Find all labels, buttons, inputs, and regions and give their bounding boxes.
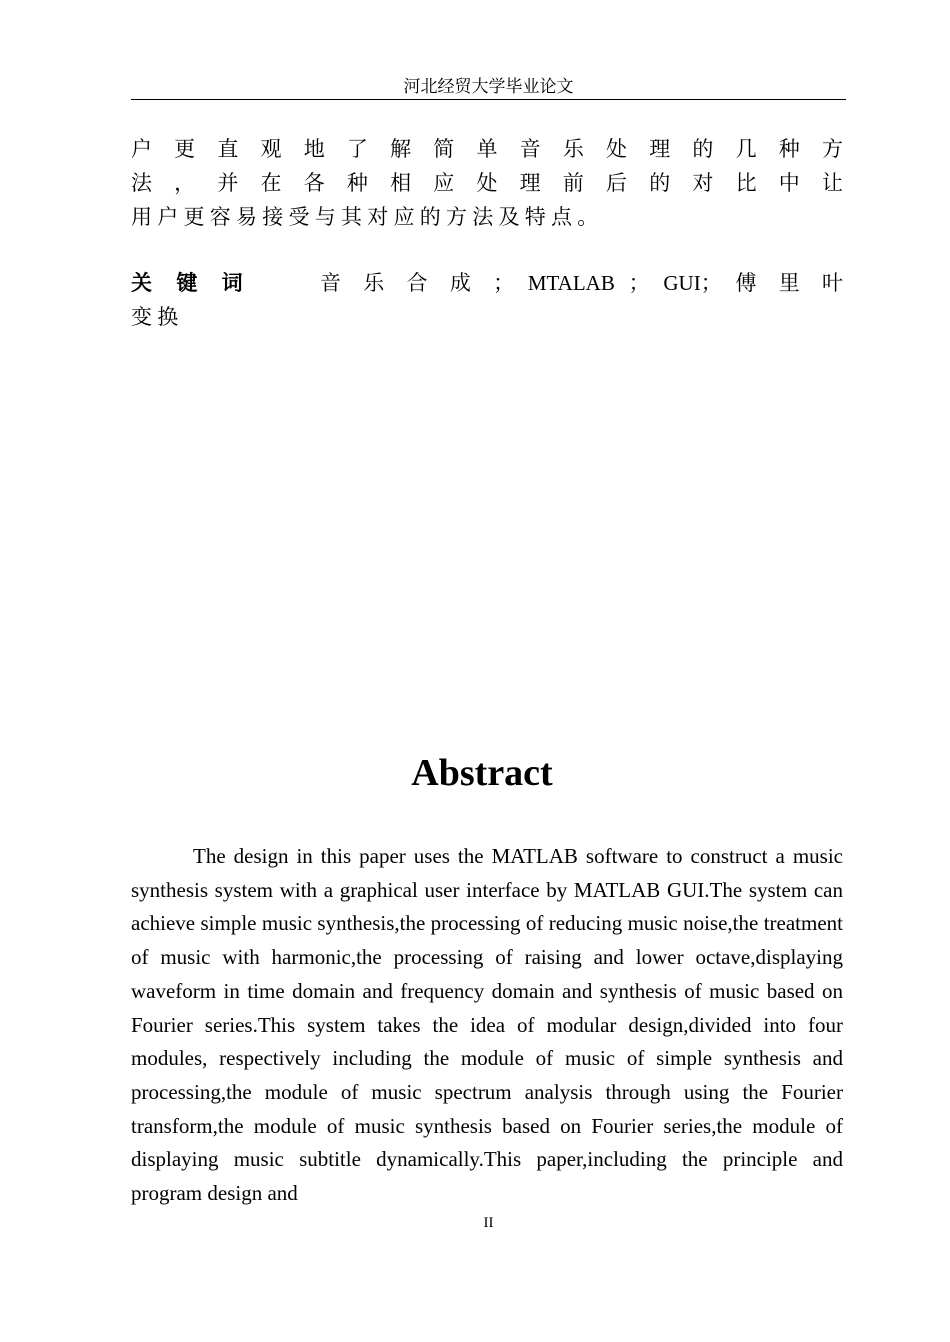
running-header: 河北经贸大学毕业论文 <box>403 77 574 96</box>
page-number: II <box>483 1215 494 1231</box>
abstract-body: The design in this paper uses the MATLAB software to construct a music synthesis system with a graphical user interface by MATLAB GUI.The system can achieve simple music synthesis,the processing of reducing music noise,the treatment of music with harmonic,the processing of raising and lower octave,displaying waveform in time domain and frequency domain and synthesis of music based on Fourier series.This system takes the idea of modular design,divided into four modules, respectively including the module of music of simple synthesis and processing,the module of music spectrum analysis through using the Fourier transform,the module of music synthesis based on Fourier series,the module of displaying music subtitle dynamically.This paper,including the principle and program design and <box>131 844 843 1206</box>
chinese-abstract-line-2: 法 ， 并 在 各 种 相 应 处 理 前 后 的 对 比 中 让 <box>131 171 843 195</box>
keywords-continuation: 变 换 <box>131 305 179 329</box>
abstract-title: Abstract <box>411 752 553 794</box>
keywords-items: 音 乐 合 成 ； MTALAB ； GUI； 傅 里 叶 <box>320 271 843 295</box>
chinese-abstract-line-3: 用 户 更 容 易 接 受 与 其 对 应 的 方 法 及 特 点 。 <box>131 205 599 229</box>
keywords-line <box>131 268 843 298</box>
chinese-abstract-line-1: 户 更 直 观 地 了 解 简 单 音 乐 处 理 的 几 种 方 <box>131 137 843 161</box>
header-rule <box>131 99 846 100</box>
keywords-label: 关 键 词 <box>131 271 252 295</box>
